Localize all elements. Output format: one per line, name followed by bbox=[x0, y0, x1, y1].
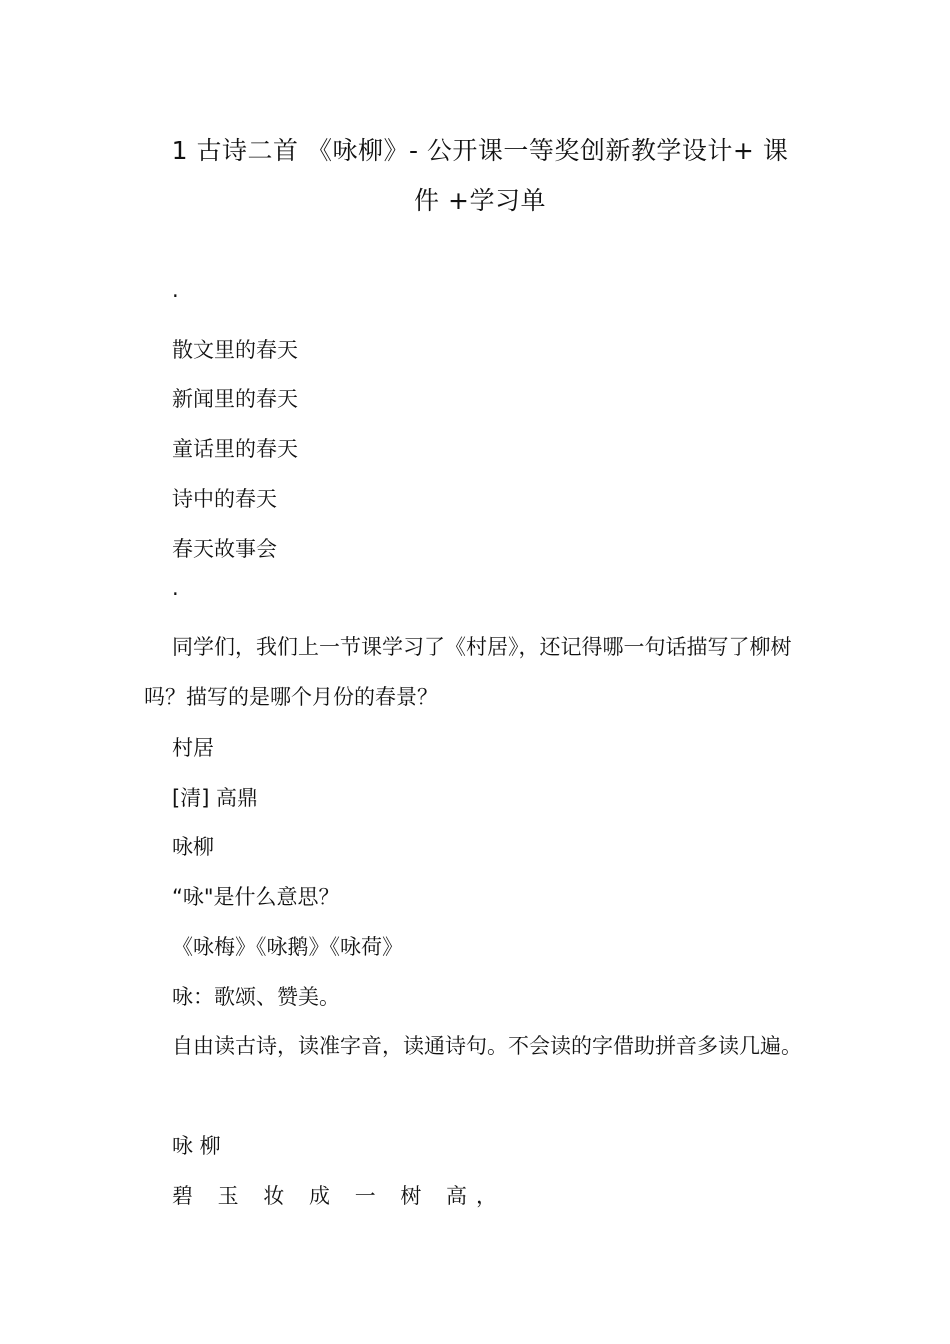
list-item-fairytale-spring: 童话里的春天 bbox=[172, 437, 298, 461]
topic-yongliu: 咏柳 bbox=[172, 835, 214, 859]
list-item-poem-spring: 诗中的春天 bbox=[172, 487, 277, 511]
poem-title-cunju: 村居 bbox=[172, 736, 214, 760]
title-line-2: 件 +学习单 bbox=[414, 186, 546, 215]
poem-examples: 《咏梅》《咏鹅》《咏荷》 bbox=[172, 935, 403, 959]
poem-heading: 咏 柳 bbox=[172, 1134, 221, 1158]
bullet-dot-2: · bbox=[172, 582, 179, 606]
title-line-1: 1 古诗二首 《咏柳》- 公开课一等奖创新教学设计+ 课 bbox=[171, 136, 789, 165]
list-item-prose-spring: 散文里的春天 bbox=[172, 338, 298, 362]
poem-author: [清] 高鼎 bbox=[172, 786, 259, 810]
list-item-news-spring: 新闻里的春天 bbox=[172, 387, 298, 411]
list-item-story-meeting: 春天故事会 bbox=[172, 537, 277, 561]
yong-question: “咏"是什么意思？ bbox=[172, 885, 340, 909]
bullet-dot: · bbox=[172, 284, 179, 308]
reading-paragraph: 自由读古诗，读准字音，读通诗句。不会读的字借助拼音多读几遍。 bbox=[172, 1034, 802, 1058]
question-paragraph: 同学们，我们上一节课学习了《村居》，还记得哪一句话描写了柳树吗？描写的是哪个月份的春景？ bbox=[144, 635, 792, 709]
poem-line-1: 碧 玉 妆 成 一 树 高， bbox=[172, 1184, 507, 1208]
document-title bbox=[150, 126, 810, 226]
yong-meaning: 咏：歌颂、赞美。 bbox=[172, 985, 340, 1009]
